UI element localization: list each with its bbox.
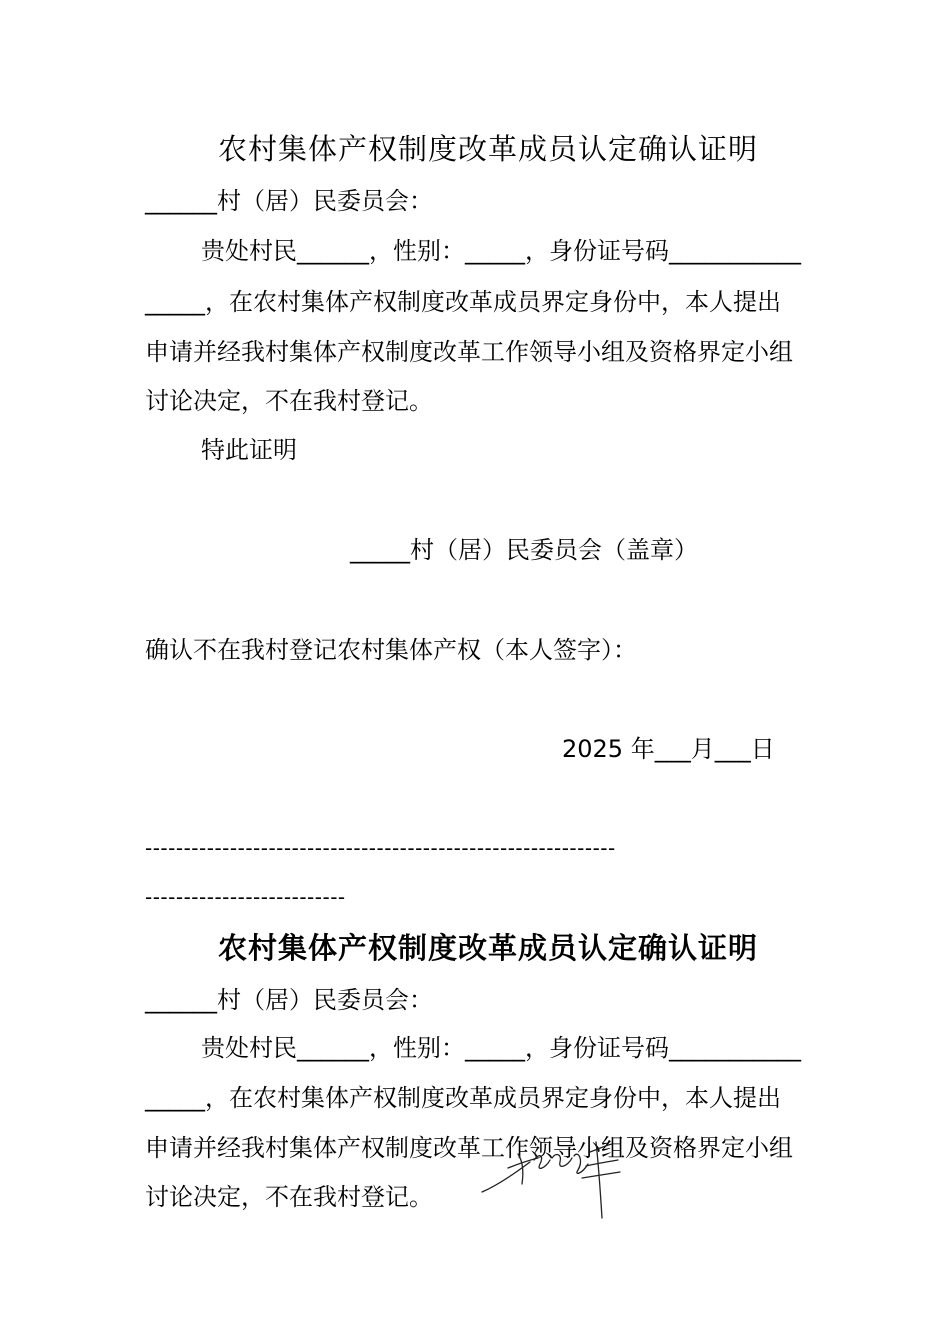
body-line-4: 讨论决定，不在我村登记。 <box>145 387 433 415</box>
body-line-4: 讨论决定，不在我村登记。 <box>145 1183 433 1211</box>
addressee-line: ______村（居）民委员会： <box>145 986 433 1014</box>
date-line: 2025 年___月___日 <box>562 735 775 763</box>
addressee-line: ______村（居）民委员会： <box>145 187 433 215</box>
body-line-3: 申请并经我村集体产权制度改革工作领导小组及资格界定小组 <box>145 1134 793 1162</box>
seal-line: _____村（居）民委员会（盖章） <box>350 536 698 564</box>
body-line-3: 申请并经我村集体产权制度改革工作领导小组及资格界定小组 <box>145 338 793 366</box>
page-title: 农村集体产权制度改革成员认定确认证明 <box>218 132 759 166</box>
signature-confirm-line: 确认不在我村登记农村集体产权（本人签字）： <box>145 636 637 664</box>
section-title: 农村集体产权制度改革成员认定确认证明 <box>218 931 759 965</box>
separator-line-1: ------------------------------------------------------------- <box>145 836 616 860</box>
body-line-1: 贵处村民______，性别：_____，身份证号码___________ <box>201 237 801 265</box>
body-line-2: _____，在农村集体产权制度改革成员界定身份中，本人提出 <box>145 1084 781 1112</box>
separator-line-2: -------------------------- <box>145 885 346 909</box>
handwritten-signature <box>478 1130 638 1222</box>
body-line-2: _____，在农村集体产权制度改革成员界定身份中，本人提出 <box>145 288 781 316</box>
body-line-1: 贵处村民______，性别：_____，身份证号码___________ <box>201 1034 801 1062</box>
special-note: 特此证明 <box>201 436 297 464</box>
